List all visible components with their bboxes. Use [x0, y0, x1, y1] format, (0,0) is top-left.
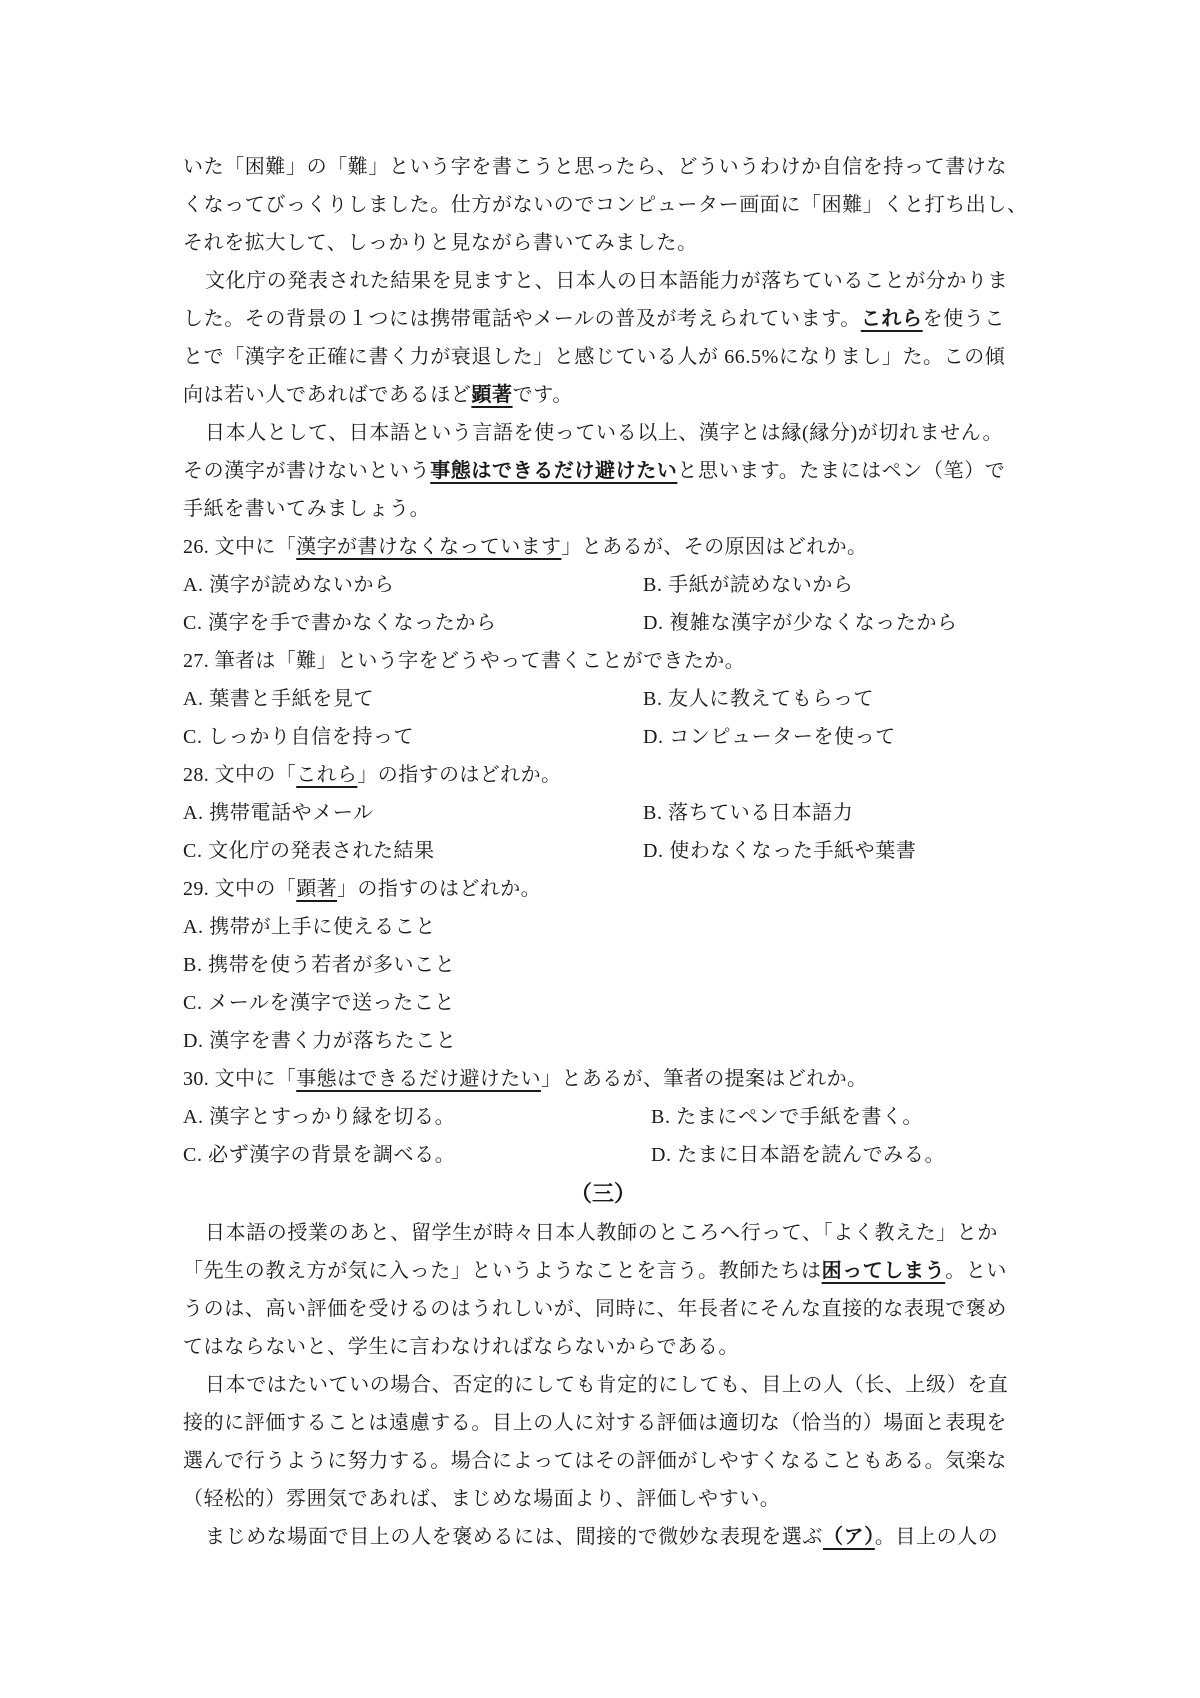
question-29 [183, 870, 1023, 1060]
option-c[interactable]: C. 必ず漢字の背景を調べる。 [183, 1144, 456, 1166]
text-line: てはならないと、学生に言わなければならないからである。 [183, 1336, 739, 1358]
text-segment: 29. 文中の「 [183, 878, 297, 900]
text-segment: 向は若い人であればであるほど [183, 384, 472, 406]
option-row [183, 1136, 1023, 1174]
option-d[interactable]: D. コンピューターを使って [643, 726, 896, 748]
option-row [183, 794, 1023, 832]
text-line: それを拡大して、しっかりと見ながら書いてみました。 [183, 232, 698, 254]
text-segment: 」の指すのはどれか。 [337, 878, 542, 900]
text-line: 日本ではたいていの場合、否定的にしても肯定的にしても、目上の人（长、上级）を直 [205, 1374, 1009, 1396]
option-d[interactable]: D. たまに日本語を読んでみる。 [651, 1144, 946, 1166]
question-26 [183, 528, 1023, 642]
passage-paragraph-2 [183, 262, 1023, 414]
question-stem [183, 756, 1023, 794]
text-segment: 」とあるが、その原因はどれか。 [561, 536, 868, 558]
text-segment: まじめな場面で目上の人を褒めるには、間接的で微妙な表現を選ぶ [205, 1526, 823, 1548]
text-segment: 」とあるが、筆者の提案はどれか。 [541, 1068, 868, 1090]
option-row [183, 604, 1023, 642]
text-segment: を使うこ [922, 308, 1006, 330]
question-27 [183, 642, 1023, 756]
text-line [183, 1518, 1023, 1556]
text-segment: です。 [512, 384, 573, 406]
text-line [183, 452, 1023, 490]
option-row [183, 832, 1023, 870]
option-row [183, 1098, 1023, 1136]
text-line: 日本人として、日本語という言語を使っている以上、漢字とは縁(縁分)が切れません。 [205, 422, 1004, 444]
exam-page [183, 148, 1028, 1556]
option-c[interactable]: C. 文化庁の発表された結果 [183, 840, 435, 862]
text-line: とで「漢字を正確に書く力が衰退した」と感じている人が 66.5%になりまし」た。この傾 [183, 346, 1006, 368]
option-d[interactable]: D. 漢字を書く力が落ちたこと [183, 1030, 457, 1052]
question-stem [183, 528, 1023, 566]
option-d[interactable]: D. 使わなくなった手紙や葉書 [643, 840, 917, 862]
option-c[interactable]: C. しっかり自信を持って [183, 726, 415, 748]
option-c[interactable]: C. メールを漢字で送ったこと [183, 992, 455, 1014]
text-line [183, 300, 1023, 338]
section3-paragraph-3 [183, 1518, 1023, 1556]
question-stem [183, 870, 1023, 908]
emphasized-phrase-jitai: 事態はできるだけ避けたい [430, 460, 678, 482]
option-b[interactable]: B. たまにペンで手紙を書く。 [651, 1106, 923, 1128]
option-row [183, 718, 1023, 756]
text-line: 接的に評価することは遠慮する。目上の人に対する評価は適切な（恰当的）場面と表現を [183, 1412, 1007, 1434]
text-segment: 「先生の教え方が気に入った」というようなことを言う。教師たちは [183, 1260, 822, 1282]
option-row [183, 566, 1023, 604]
text-segment: した。その背景の１つには携帯電話やメールの普及が考えられています。 [183, 308, 861, 330]
emphasized-word-kencho: 顕著 [471, 384, 513, 406]
option-a[interactable]: A. 漢字とすっかり縁を切る。 [183, 1106, 456, 1128]
text-line: 選んで行うように努力する。場合によってはその評価がしやすくなることもある。気楽な [183, 1450, 1007, 1472]
passage-paragraph-1 [183, 148, 1028, 262]
passage-paragraph-3 [183, 414, 1023, 528]
emphasized-word-korera: これら [860, 308, 923, 330]
option-b[interactable]: B. 携帯を使う若者が多いこと [183, 954, 456, 976]
option-row [183, 680, 1023, 718]
text-line [183, 1252, 1023, 1290]
text-segment: 。目上の人の [874, 1526, 999, 1548]
text-segment: と思います。たまにはペン（笔）で [677, 460, 1006, 482]
text-segment: 」の指すのはどれか。 [357, 764, 562, 786]
quoted-phrase: 漢字が書けなくなっています [296, 536, 562, 558]
option-b[interactable]: B. 友人に教えてもらって [643, 688, 875, 710]
text-line: 手紙を書いてみましょう。 [183, 498, 431, 520]
text-segment: その漢字が書けないという [183, 460, 431, 482]
question-stem: 27. 筆者は「難」という字をどうやって書くことができたか。 [183, 650, 745, 672]
text-line: 日本語の授業のあと、留学生が時々日本人教師のところへ行って、「よく教えた」とか [205, 1222, 998, 1244]
text-line: くなってびっくりしました。仕方がないのでコンピューター画面に「困難」くと打ち出し、 [183, 194, 1028, 216]
option-c[interactable]: C. 漢字を手で書かなくなったから [183, 612, 497, 634]
option-a[interactable]: A. 携帯が上手に使えること [183, 916, 436, 938]
emphasized-phrase-komatte: 困ってしまう [821, 1260, 946, 1282]
section-heading: （三） [569, 1181, 636, 1206]
text-segment: 。とい [945, 1260, 1008, 1282]
question-30 [183, 1060, 1023, 1174]
option-a[interactable]: A. 携帯電話やメール [183, 802, 374, 824]
section3-paragraph-2 [183, 1366, 1023, 1518]
text-segment: 28. 文中の「 [183, 764, 297, 786]
quoted-phrase: これら [296, 764, 358, 786]
option-a[interactable]: A. 葉書と手紙を見て [183, 688, 375, 710]
text-line: （轻松的）雰囲気であれば、まじめな場面より、評価しやすい。 [183, 1488, 781, 1510]
question-28 [183, 756, 1023, 870]
option-a[interactable]: A. 漢字が読めないから [183, 574, 395, 596]
quoted-phrase: 顕著 [296, 878, 338, 900]
text-line [183, 376, 1023, 414]
text-segment: 26. 文中に「 [183, 536, 297, 558]
question-stem [183, 1060, 1023, 1098]
text-line: いた「困難」の「難」という字を書こうと思ったら、どういうわけか自信を持って書けな [183, 156, 1007, 178]
option-b[interactable]: B. 手紙が読めないから [643, 574, 854, 596]
text-line: うのは、高い評価を受けるのはうれしいが、同時に、年長者にそんな直接的な表現で褒め [183, 1298, 1007, 1320]
section3-paragraph-1 [183, 1214, 1023, 1366]
text-segment: 30. 文中に「 [183, 1068, 297, 1090]
quoted-phrase: 事態はできるだけ避けたい [296, 1068, 542, 1090]
option-d[interactable]: D. 複雑な漢字が少なくなったから [643, 612, 958, 634]
option-b[interactable]: B. 落ちている日本語力 [643, 802, 854, 824]
text-line: 文化庁の発表された結果を見ますと、日本人の日本語能力が落ちていることが分かりま [205, 270, 1009, 292]
blank-a: （ア） [823, 1526, 875, 1548]
